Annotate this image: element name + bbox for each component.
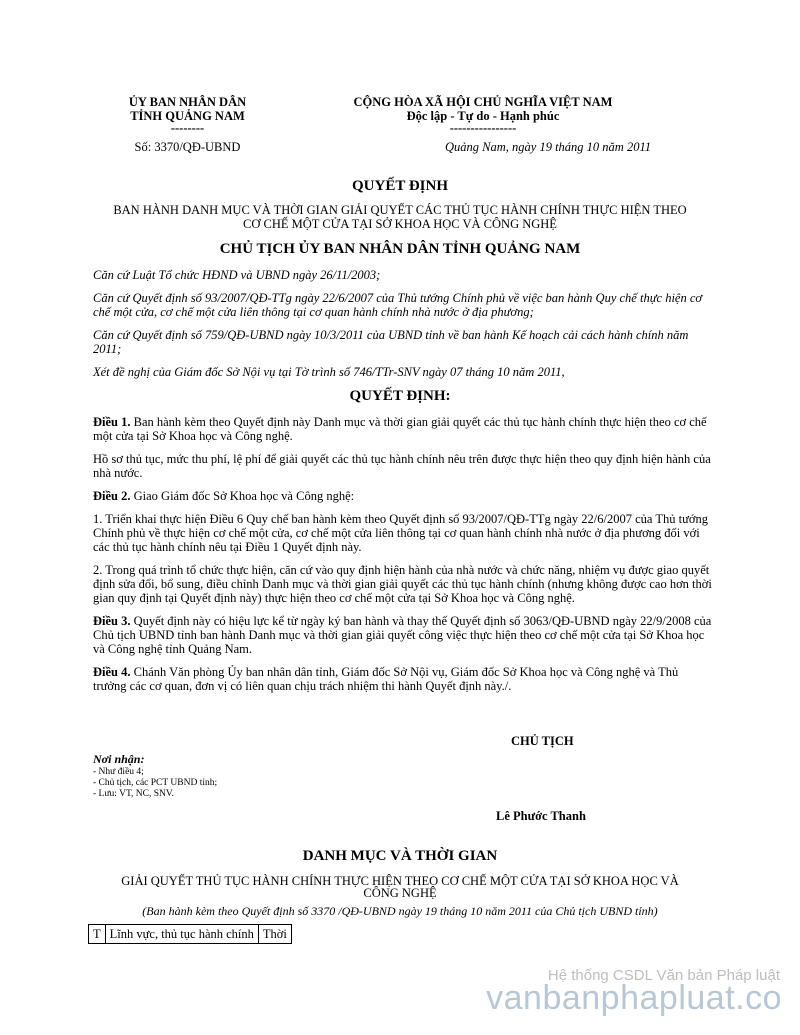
appendix-title: DANH MỤC VÀ THỜI GIAN <box>302 848 498 864</box>
signature-title: CHỦ TỊCH <box>511 734 574 748</box>
decision-basis <box>93 268 713 388</box>
issuer-dashes: -------- <box>170 121 205 135</box>
article-4-label: Điều 4. <box>93 665 131 679</box>
appendix-table <box>88 924 292 944</box>
basis-item: Căn cứ Luật Tổ chức HĐND và UBND ngày 26/11/2003; <box>93 268 381 282</box>
issuer-line2: TỈNH QUẢNG NAM <box>130 109 245 123</box>
watermark-line2: vanbanphapluat.co <box>486 979 782 1017</box>
table-header-cell: Lĩnh vực, thủ tục hành chính <box>105 925 258 944</box>
decision-subtitle-line1: BAN HÀNH DANH MỤC VÀ THỜI GIAN GIẢI QUYẾT CÁC THỦ TỤC HÀNH CHÍNH THỰC HIỆN THEO <box>113 203 687 217</box>
issuer-block <box>105 95 270 133</box>
national-motto: Độc lập - Tự do - Hạnh phúc <box>406 109 560 123</box>
decision-subtitle <box>85 203 715 231</box>
article-1-text: Ban hành kèm theo Quyết định này Danh mục và thời gian giải quyết các thủ tục hành chính thực hiện theo cơ chế một cửa tại Sở Khoa học và Công nghệ. <box>93 415 707 443</box>
decision-articles <box>93 415 713 702</box>
recipient-item: - Chủ tịch, các PCT UBND tỉnh; <box>93 778 218 788</box>
table-header-cell: T <box>89 925 106 944</box>
issuer-line1: ỦY BAN NHÂN DÂN <box>128 95 247 109</box>
article-2-item2: 2. Trong quá trình tổ chức thực hiện, căn cứ vào quy định hiện hành của nhà nước và chức năng, nhiệm vụ được giao quyết định sửa đổi, bổ sung, điều chỉnh Danh mục và thời gian giải quyết các thủ tục hành chính (nhưng không được cao hơn thời gian quy định tại Quyết định này) thực hiện theo cơ chế một cửa tại Sở Khoa học và Công nghệ. <box>93 563 712 605</box>
appendix-subtitle <box>85 874 715 900</box>
article-3 <box>93 614 713 656</box>
appendix-subtitle-line2: CÔNG NGHỆ <box>363 886 437 900</box>
national-title: CỘNG HÒA XÃ HỘI CHỦ NGHĨA VIỆT NAM <box>353 95 613 109</box>
basis-item: Căn cứ Quyết định số 759/QĐ-UBND ngày 10/3/2011 của UBND tỉnh về ban hành Kế hoạch cải cách hành chính năm 2011; <box>93 328 689 356</box>
document-date: Quảng Nam, ngày 19 tháng 10 năm 2011 <box>445 140 652 154</box>
motto-dashes: ---------------- <box>449 121 517 135</box>
article-4 <box>93 665 713 693</box>
article-4-text: Chánh Văn phòng Ủy ban nhân dân tỉnh, Giám đốc Sở Nội vụ, Giám đốc Sở Khoa học và Công nghệ và Thủ trưởng các cơ quan, đơn vị có liên quan chịu trách nhiệm thi hành Quyết định này./. <box>93 665 679 693</box>
document-number: Số: 3370/QĐ-UBND <box>134 140 241 154</box>
article-3-label: Điều 3. <box>93 614 131 628</box>
decision-authority: CHỦ TỊCH ỦY BAN NHÂN DÂN TỈNH QUẢNG NAM <box>219 241 581 257</box>
table-header-row <box>89 925 292 944</box>
article-1-para2: Hồ sơ thủ tục, mức thu phí, lệ phí để giải quyết các thủ tục hành chính nêu trên được thực hiện theo quy định hiện hành của nhà nước. <box>93 452 711 480</box>
article-2 <box>93 489 713 503</box>
decision-subtitle-line2: CƠ CHẾ MỘT CỬA TẠI SỞ KHOA HỌC VÀ CÔNG NGHỆ <box>243 217 557 231</box>
article-2-text: Giao Giám đốc Sở Khoa học và Công nghệ: <box>130 489 355 503</box>
table-header-cell: Thời <box>258 925 291 944</box>
article-1 <box>93 415 713 443</box>
article-3-text: Quyết định này có hiệu lực kể từ ngày ký ban hành và thay thế Quyết định số 3063/QĐ-UBND ngày 22/9/2008 của Chủ tịch UBND tỉnh ban hành Danh mục và thời gian giải quyết công việc thực hiện theo cơ chế một cửa tại Sở Khoa học và Công nghệ tỉnh Quảng Nam. <box>93 614 712 656</box>
basis-item: Căn cứ Quyết định số 93/2007/QĐ-TTg ngày 22/6/2007 của Thủ tướng Chính phủ về việc ban hành Quy chế thực hiện cơ chế một cửa, cơ chế một cửa liên thông tại cơ quan hành chính nhà nước ở địa phương; <box>93 291 703 319</box>
article-2-label: Điều 2. <box>93 489 131 503</box>
decision-title: QUYẾT ĐỊNH <box>352 178 448 194</box>
watermark-line1: Hệ thống CSDL Văn bản Pháp luật <box>547 967 780 984</box>
article-2-item1: 1. Triển khai thực hiện Điều 6 Quy chế ban hành kèm theo Quyết định số 93/2007/QĐ-TTg ngày 22/6/2007 của Thủ tướng Chính phủ về thực hiện cơ chế một cửa, cơ chế một cửa liên thông tại cơ quan hành chính nhà nước ở địa phương đối với các thủ tục hành chính nêu tại Điều 1 Quyết định này. <box>93 512 708 554</box>
appendix-note: (Ban hành kèm theo Quyết định số 3370 /QĐ-UBND ngày 19 tháng 10 năm 2011 của Chủ tịch UBND tỉnh) <box>142 904 658 918</box>
recipients-block <box>93 754 217 800</box>
signature-name: Lê Phước Thanh <box>496 809 586 823</box>
national-motto-block <box>322 95 644 133</box>
article-1-label: Điều 1. <box>93 415 131 429</box>
recipients-title: Nơi nhận: <box>93 752 145 766</box>
appendix-subtitle-line1: GIẢI QUYẾT THỦ TỤC HÀNH CHÍNH THỰC HIỆN THEO CƠ CHẾ MỘT CỬA TẠI SỞ KHOA HỌC VÀ <box>121 874 679 888</box>
decides-heading: QUYẾT ĐỊNH: <box>349 388 451 404</box>
recipient-item: - Lưu: VT, NC, SNV. <box>93 789 174 799</box>
basis-item: Xét đề nghị của Giám đốc Sở Nội vụ tại Tờ trình số 746/TTr-SNV ngày 07 tháng 10 năm 2011, <box>93 365 565 379</box>
recipient-item: - Như điều 4; <box>93 767 144 777</box>
